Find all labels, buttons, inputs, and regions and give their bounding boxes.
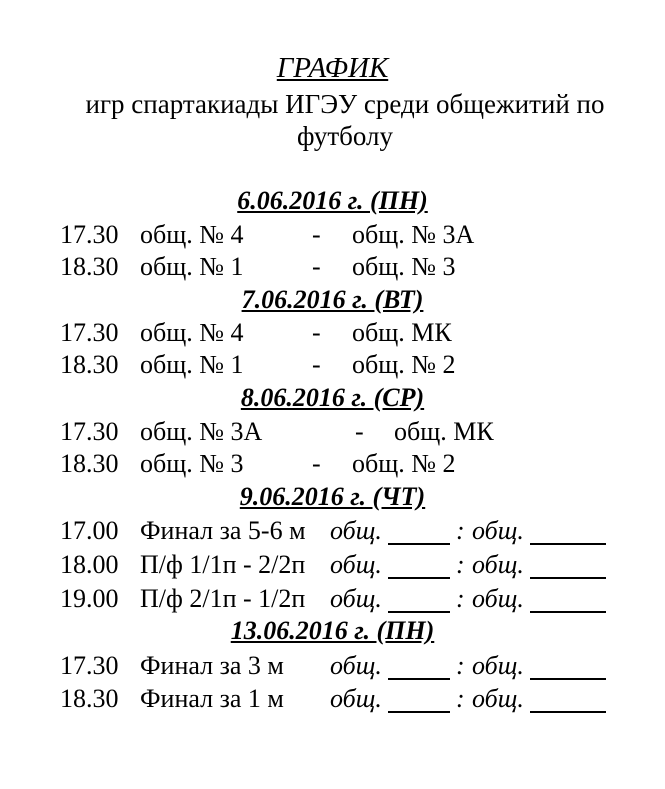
date-heading-text: 9.06.2016 г. (ЧТ)	[239, 482, 426, 511]
team-right-blank	[530, 654, 606, 680]
game-time: 18.30	[60, 684, 119, 713]
team-left-blank	[388, 687, 450, 713]
game-time: 17.30	[60, 220, 119, 249]
dash: -	[355, 417, 364, 446]
team-right-label: общ.	[472, 684, 524, 713]
team-1: общ. № 4	[140, 220, 244, 249]
schedule-title	[0, 52, 665, 85]
dash: -	[312, 252, 321, 281]
game-time: 19.00	[60, 584, 119, 613]
game-row	[0, 549, 665, 581]
team-right-label: общ.	[472, 584, 524, 613]
team-1: общ. № 4	[140, 318, 244, 347]
game-time: 17.30	[60, 318, 119, 347]
team-left-label: общ.	[330, 550, 382, 579]
team-1: общ. № 1	[140, 350, 244, 379]
schedule-subtitle: игр спартакиады ИГЭУ среди общежитий по футболу	[85, 89, 605, 151]
team-right-blank	[530, 553, 606, 579]
team-left-label: общ.	[330, 651, 382, 680]
date-heading-text: 7.06.2016 г. (ВТ)	[241, 285, 424, 314]
team-left-blank	[388, 587, 450, 613]
team-1: общ. № 3	[140, 449, 244, 478]
team-2: общ. № 3	[352, 252, 456, 281]
team-left-label: общ.	[330, 584, 382, 613]
game-time: 18.30	[60, 252, 119, 281]
team-2: общ. МК	[394, 417, 494, 446]
team-left-blank	[388, 654, 450, 680]
team-2: общ. № 3А	[352, 220, 475, 249]
game-time: 17.30	[60, 417, 119, 446]
date-heading-text: 13.06.2016 г. (ПН)	[230, 616, 435, 645]
colon: :	[456, 550, 465, 579]
dash: -	[312, 350, 321, 379]
game-time: 17.30	[60, 651, 119, 680]
date-heading-text: 6.06.2016 г. (ПН)	[237, 186, 428, 215]
dash: -	[312, 318, 321, 347]
team-right-label: общ.	[472, 516, 524, 545]
game-row	[0, 583, 665, 615]
colon: :	[456, 684, 465, 713]
team-left-label: общ.	[330, 684, 382, 713]
date-heading	[0, 383, 665, 413]
game-time: 17.00	[60, 516, 119, 545]
game-row	[0, 448, 665, 480]
team-right-blank	[530, 687, 606, 713]
colon: :	[456, 516, 465, 545]
game-stage: П/ф 2/1п - 1/2п	[140, 584, 306, 613]
date-heading	[0, 482, 665, 512]
team-right-blank	[530, 519, 606, 545]
dash: -	[312, 449, 321, 478]
team-left-label: общ.	[330, 516, 382, 545]
game-stage: Финал за 5-6 м	[140, 516, 306, 545]
team-1: общ. № 1	[140, 252, 244, 281]
game-row	[0, 251, 665, 283]
colon: :	[456, 584, 465, 613]
colon: :	[456, 651, 465, 680]
team-right-label: общ.	[472, 550, 524, 579]
date-heading	[0, 285, 665, 315]
game-time: 18.00	[60, 550, 119, 579]
team-right-label: общ.	[472, 651, 524, 680]
game-stage: Финал за 3 м	[140, 651, 284, 680]
game-time: 18.30	[60, 350, 119, 379]
dash: -	[312, 220, 321, 249]
game-row	[0, 650, 665, 682]
game-stage: П/ф 1/1п - 2/2п	[140, 550, 306, 579]
game-time: 18.30	[60, 449, 119, 478]
game-row	[0, 349, 665, 381]
date-heading-text: 8.06.2016 г. (СР)	[240, 383, 425, 412]
team-left-blank	[388, 519, 450, 545]
date-heading	[0, 616, 665, 646]
team-2: общ. № 2	[352, 449, 456, 478]
game-row	[0, 317, 665, 349]
team-2: общ. № 2	[352, 350, 456, 379]
schedule-title-text: ГРАФИК	[276, 52, 389, 84]
team-2: общ. МК	[352, 318, 452, 347]
team-right-blank	[530, 587, 606, 613]
game-row	[0, 515, 665, 547]
game-stage: Финал за 1 м	[140, 684, 284, 713]
date-heading	[0, 186, 665, 216]
game-row	[0, 219, 665, 251]
team-1: общ. № 3А	[140, 417, 263, 446]
game-row	[0, 683, 665, 715]
game-row	[0, 416, 665, 448]
team-left-blank	[388, 553, 450, 579]
